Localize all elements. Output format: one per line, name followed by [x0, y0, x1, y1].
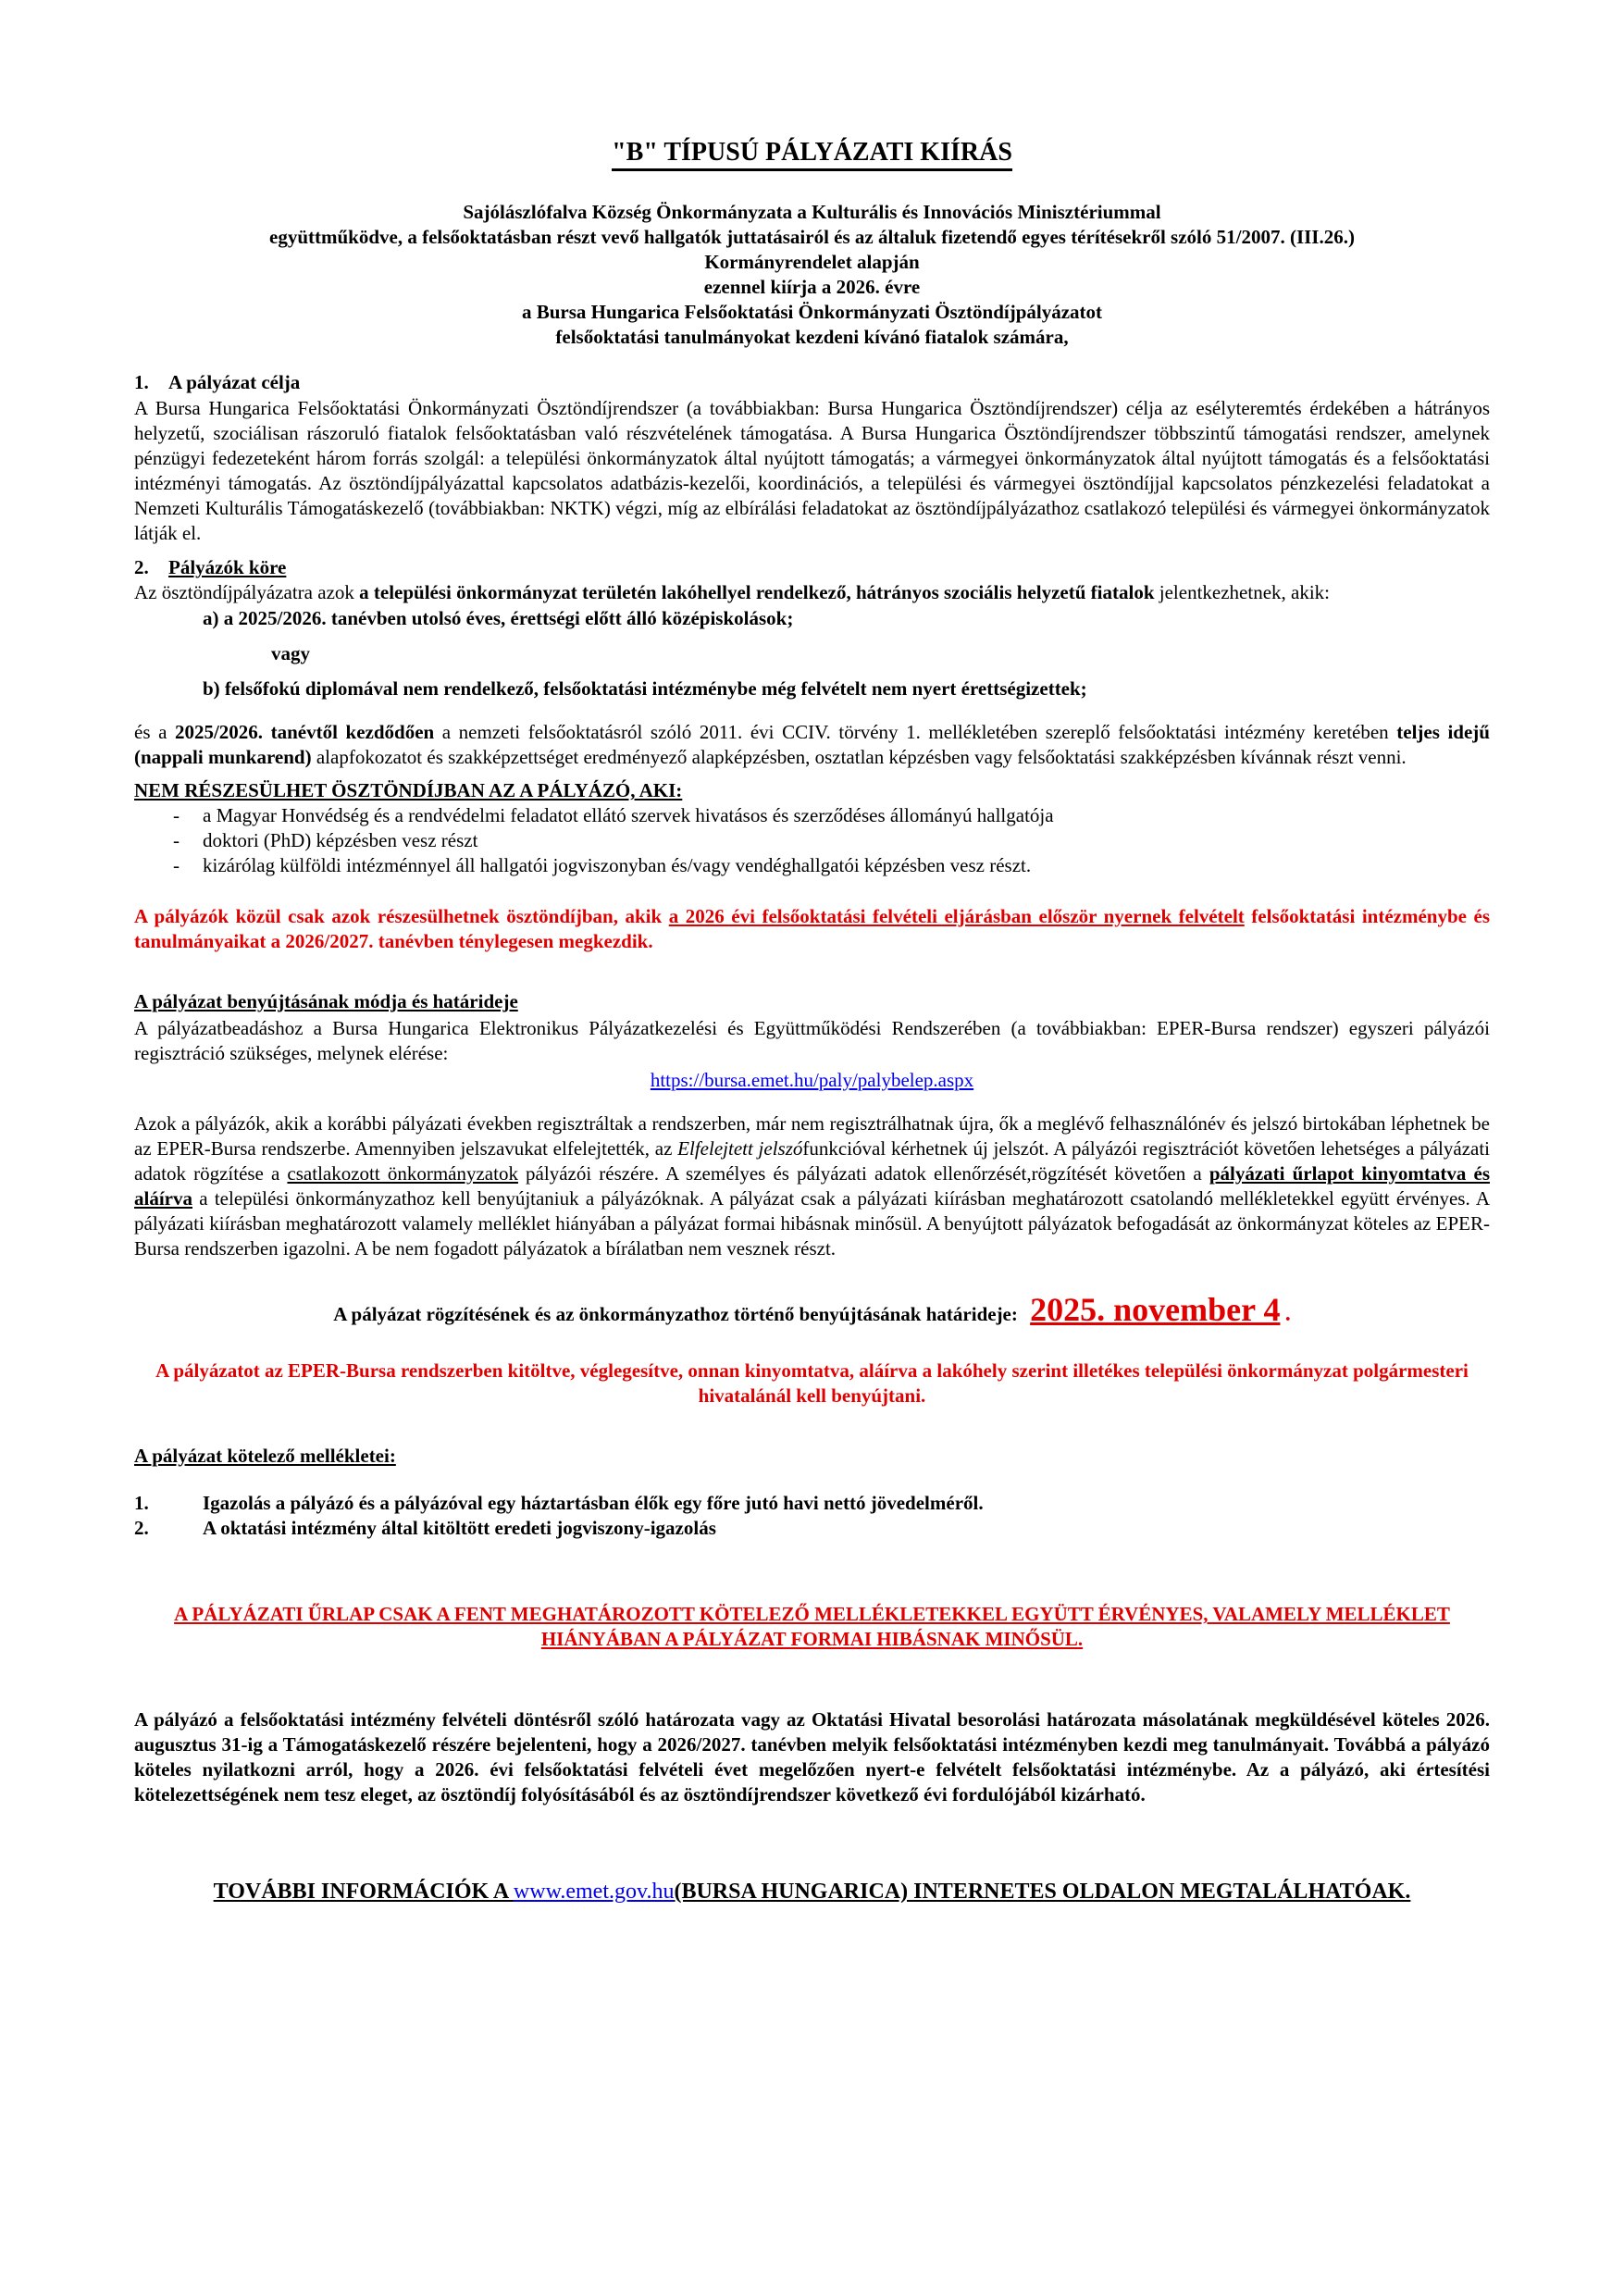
preamble-line: ezennel kiírja a 2026. évre	[703, 276, 921, 298]
exclusion-heading: NEM RÉSZESÜLHET ÖSZTÖNDÍJBAN AZ A PÁLYÁZÓ, AKI:	[134, 779, 683, 801]
deadline-date: 2025. november 4	[1030, 1291, 1281, 1328]
submission-heading: A pályázat benyújtásának módja és határideje	[134, 990, 518, 1012]
more-info-suffix: (BURSA HUNGARICA) INTERNETES OLDALON MEGTALÁLHATÓAK.	[674, 1880, 1411, 1904]
preamble-line: együttműködve, a felsőoktatásban részt vevő hallgatók juttatásairól és az általuk fizetendő egyes térítésekről szóló 51/2007. (III.26.)	[269, 226, 1355, 248]
deadline-label: A pályázat rögzítésének és az önkormányzathoz történő benyújtásának határideje:	[333, 1303, 1018, 1325]
applicants-option-b: b) felsőfokú diplomával nem rendelkező, felsőoktatási intézménybe még felvételt nem nyert érettségizettek;	[203, 677, 1087, 700]
more-info-prefix: TOVÁBBI INFORMÁCIÓK A	[213, 1880, 514, 1904]
notification-paragraph: A pályázó a felsőoktatási intézmény felvételi döntésről szóló határozata vagy az Oktatási Hivatal besorolási határozata másolatának megküldésével köteles 2026. augusztus 31-ig a Támogatáskezelő részére bejelenteni, hogy a 2026/2027. tanévben melyik felsőoktatási intézményben kezdi meg tanulmányait. Továbbá a pályázó köteles nyilatkozni arról, hogy a 2026. évi felsőoktatási felvételi évet megelőzően nyert-e felvételt felsőoktatási intézménybe. Az a pályázó, aki értesítési kötelezettségének nem tesz eleget, az ösztöndíj folyósításából és az ösztöndíjrendszer következő évi fordulójából kizárható.	[134, 1708, 1490, 1806]
preamble-line: Sajólászlófalva Község Önkormányzata a Kulturális és Innovációs Minisztériummal	[463, 201, 1161, 223]
document-title	[134, 137, 1490, 168]
section-applicants-number: 2.	[134, 556, 149, 578]
more-info-line	[134, 1878, 1490, 1905]
exclusion-item	[173, 803, 1490, 828]
exclusion-item-text: kizárólag külföldi intézménnyel áll hallgatói jogviszonyban és/vagy vendéghallgatói képzésben vesz részt.	[203, 854, 1032, 876]
attachments-warning	[134, 1602, 1490, 1652]
attachments-list	[134, 1491, 1490, 1541]
exclusion-item-text: doktori (PhD) képzésben vesz részt	[203, 829, 478, 851]
eligibility-note: A pályázók közül csak azok részesülhetnek ösztöndíjban, akik a 2026 évi felsőoktatási felvételi eljárásban először nyernek felvételt felsőoktatási intézménybe és tanulmányaikat a 2026/2027. tanévben ténylegesen megkezdik.	[134, 905, 1490, 952]
submission-details: Azok a pályázók, akik a korábbi pályázati években regisztráltak a rendszerben, már nem regisztrálhatnak újra, ők a meglévő felhasználónév és jelszó birtokában léphetnek be az EPER-Bursa rendszerbe. Amennyiben jelszavukat elfelejtették, az Elfelejtett jelszófunkcióval kérhetnek új jelszót. A pályázói regisztrációt követően lehetséges a pályázati adatok rögzítése a csatlakozott önkormányzatok pályázói részére. A személyes és pályázati adatok ellenőrzését,rögzítését követően a pályázati űrlapot kinyomtatva és aláírva a települési önkormányzathoz kell benyújtaniuk a pályázóknak. A pályázat csak a pályázati kiírásban meghatározott csatolandó mellékletekkel együtt érvényes. A pályázati kiírásban meghatározott valamely melléklet hiányában a pályázat formai hibásnak minősül. A benyújtott pályázatok befogadását az önkormányzat köteles az EPER-Bursa rendszerben igazolni. A be nem fogadott pályázatok a bírálatban nem vesznek részt.	[134, 1112, 1490, 1260]
attachment-number: 2.	[134, 1517, 149, 1539]
attachment-text: Igazolás a pályázó és a pályázóval egy háztartásban élők egy főre jutó havi nettó jövedelméről.	[203, 1492, 984, 1514]
attachment-text: A oktatási intézmény által kitöltött eredeti jogviszony-igazolás	[203, 1517, 716, 1539]
document-title-text: "B" TÍPUSÚ PÁLYÁZATI KIÍRÁS	[612, 138, 1012, 171]
attachments-heading: A pályázat kötelező mellékletei:	[134, 1445, 396, 1467]
applicants-connector: vagy	[271, 642, 310, 664]
preamble-line: a Bursa Hungarica Felsőoktatási Önkormányzati Ösztöndíjpályázatot	[521, 301, 1103, 323]
applicants-intro: Az ösztöndíjpályázatra azok a települési önkormányzat területén lakóhellyel rendelkező, hátrányos szociális helyzetű fiatalok jelentkezhetnek, akik:	[134, 581, 1331, 603]
submission-intro: A pályázatbeadáshoz a Bursa Hungarica Elektronikus Pályázatkezelési és Együttműködési Rendszerében (a továbbiakban: EPER-Bursa rendszer) egyszeri pályázói regisztráció szükséges, melynek elérése:	[134, 1017, 1490, 1064]
attachment-item	[134, 1491, 1490, 1516]
section-goal-title: A pályázat célja	[168, 371, 301, 393]
dash-bullet: -	[173, 804, 180, 826]
deadline-period: .	[1284, 1302, 1291, 1326]
section-applicants-heading	[134, 555, 1490, 580]
exclusion-item	[173, 828, 1490, 853]
preamble-line: Kormányrendelet alapján	[704, 251, 920, 273]
delivery-note: A pályázatot az EPER-Bursa rendszerben kitöltve, véglegesítve, onnan kinyomtatva, aláírva a lakóhely szerint illetékes települési önkormányzat polgármesteri hivatalánál kell benyújtani.	[155, 1359, 1469, 1407]
registration-link-line	[134, 1068, 1490, 1093]
dash-bullet: -	[173, 829, 180, 851]
exclusion-item	[173, 853, 1490, 878]
exclusion-item-text: a Magyar Honvédség és a rendvédelmi feladatot ellátó szervek hivatásos és szerződéses állományú hallgatója	[203, 804, 1054, 826]
attachment-number: 1.	[134, 1492, 149, 1514]
more-info-wrap	[214, 1880, 1411, 1904]
preamble	[134, 200, 1490, 350]
attachments-warning-text: A PÁLYÁZATI ŰRLAP CSAK A FENT MEGHATÁROZOTT KÖTELEZŐ MELLÉKLETEKKEL EGYÜTT ÉRVÉNYES, VALAMELY MELLÉKLET HIÁNYÁBAN A PÁLYÁZAT FORMAI HIBÁSNAK MINŐSÜL.	[174, 1603, 1450, 1650]
deadline-line	[134, 1289, 1490, 1334]
section-goal-body: A Bursa Hungarica Felsőoktatási Önkormányzati Ösztöndíjrendszer (a továbbiakban: Bursa Hungarica Ösztöndíjrendszer) célja az esélyteremtés érdekében a hátrányos helyzetű, szociálisan rászoruló fiatalok felsőoktatásban való részvételének támogatása. A Bursa Hungarica Ösztöndíjrendszer többszintű támogatási rendszer, amelynek pénzügyi fedezeteként három forrás szolgál: a települési önkormányzatok által nyújtott támogatás; a vármegyei önkormányzatok által nyújtott támogatás és a felsőoktatási intézményi támogatás. Az ösztöndíjpályázattal kapcsolatos adatbázis-kezelői, koordinációs, a települési és vármegyei ösztöndíjjal kapcsolatos pénzkezelési feladatokat a Nemzeti Kulturális Támogatáskezelő (továbbiakban: NKTK) végzi, míg az elbírálási feladatokat az ösztöndíjpályázathoz csatlakozó települési és vármegyei önkormányzatok látják el.	[134, 397, 1490, 544]
section-goal-number: 1.	[134, 371, 149, 393]
preamble-line: felsőoktatási tanulmányokat kezdeni kívánó fiatalok számára,	[555, 326, 1069, 348]
applicants-option-a: a) a 2025/2026. tanévben utolsó éves, érettségi előtt álló középiskolások;	[203, 607, 794, 629]
dash-bullet: -	[173, 854, 180, 876]
attachment-item	[134, 1516, 1490, 1541]
bursa-registration-link[interactable]: https://bursa.emet.hu/paly/palybelep.aspx	[650, 1069, 974, 1091]
section-goal-heading	[134, 370, 1490, 395]
applicants-continuation: és a 2025/2026. tanévtől kezdődően a nemzeti felsőoktatásról szóló 2011. évi CCIV. törvény 1. mellékletében szereplő felsőoktatási intézmény keretében teljes idejű (nappali munkarend) alapfokozatot és szakképzettséget eredményező alapképzésben, osztatlan képzésben vagy felsőoktatási szakképzésben kívánnak részt venni.	[134, 721, 1490, 768]
emet-website-link[interactable]: www.emet.gov.hu	[513, 1880, 675, 1904]
section-applicants-title: Pályázók köre	[168, 556, 287, 578]
